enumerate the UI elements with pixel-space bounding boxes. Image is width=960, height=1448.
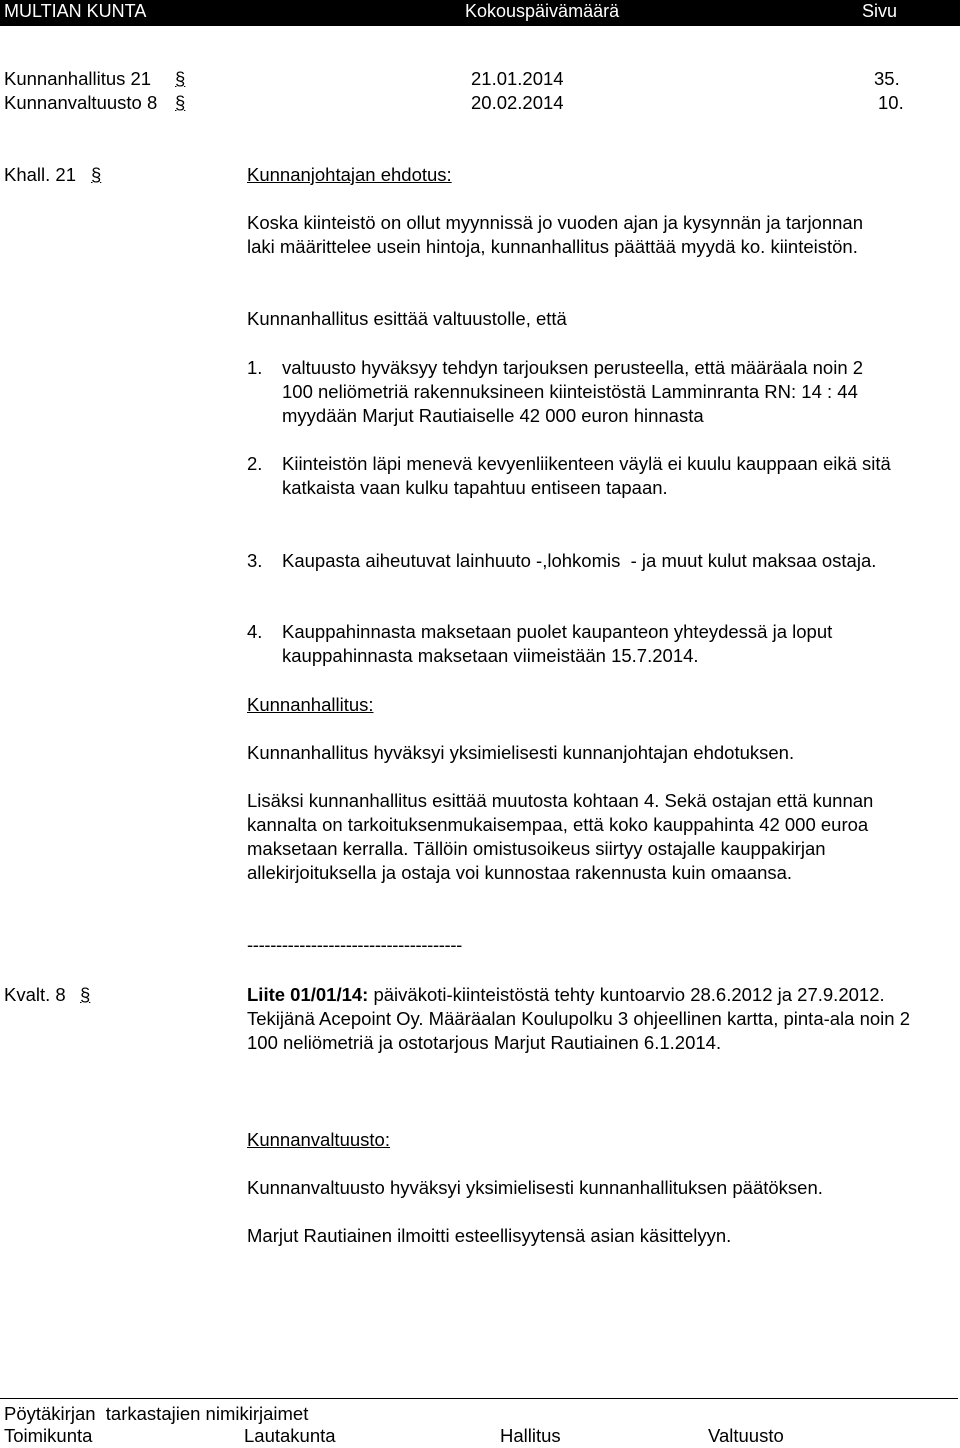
khall-decision: Kunnanhallitus hyväksyi yksimielisesti kunnanjohtajan ehdotuksen. (247, 742, 795, 763)
attachment-paragraph (247, 983, 912, 1055)
item-text: Kaupasta aiheutuvat lainhuuto -,lohkomis - ja muut kulut maksaa ostaja. (282, 550, 877, 571)
item-number: 1. (247, 357, 263, 378)
section-mark: § (91, 164, 102, 185)
section-divider: ------------------------------------- (247, 934, 462, 955)
section-mark: § (175, 68, 186, 89)
section-mark: § (80, 984, 91, 1005)
proposal-item (247, 620, 887, 668)
page-label: Sivu (862, 1, 898, 21)
kvalt-heading: Kunnanvaltuusto: (247, 1129, 390, 1150)
reference-kvalt: Kunnanvaltuusto 8 (4, 92, 158, 113)
item-number: 4. (247, 621, 263, 642)
footer-col-hallitus: Hallitus (500, 1425, 561, 1446)
item-text: Kauppahinnasta maksetaan puolet kaupanteon yhteydessä ja loput kauppahinnasta maksetaan viimeistään 15.7.2014. (282, 621, 833, 666)
kvalt-note: Marjut Rautiainen ilmoitti esteellisyytensä asian käsittelyyn. (247, 1225, 732, 1246)
reference-kvalt-page: 10. (878, 92, 904, 113)
footer-rule (0, 1398, 958, 1399)
footer-col-lautakunta: Lautakunta (244, 1425, 336, 1446)
header-banner (0, 0, 960, 26)
item-text: Kiinteistön läpi menevä kevyenliikenteen väylä ei kuulu kauppaan eikä sitä katkaista vaan kulku tapahtuu entiseen tapaan. (282, 453, 891, 498)
meeting-date-label: Kokouspäivämäärä (465, 1, 620, 21)
kvalt-label: Kvalt. 8 (4, 984, 66, 1005)
khall-addition: Lisäksi kunnanhallitus esittää muutosta kohtaan 4. Sekä ostajan että kunnan kannalta on tarkoituksenmukaisempaa, että koko kauppahinta 42 000 euroa maksetaan kerralla. Tällöin omistusoikeus siirtyy ostajalle kauppakirjan allekirjoituksella ja ostaja voi kunnostaa rakennusta kuin omaansa. (247, 790, 874, 883)
attachment-label: Liite 01/01/14: (247, 984, 369, 1005)
reference-khall: Kunnanhallitus 21 (4, 68, 152, 89)
khall-label: Khall. 21 (4, 164, 76, 185)
item-text: valtuusto hyväksyy tehdyn tarjouksen perusteella, että määräala noin 2 100 neliömetriä rakennuksineen kiinteistöstä Lamminranta RN: 14 : 44 myydään Marjut Rautiaiselle 42 000 euron hinnasta (282, 357, 864, 426)
footer-col-valtuusto: Valtuusto (708, 1425, 784, 1446)
org-name: MULTIAN KUNTA (4, 1, 147, 21)
proposal-heading: Kunnanjohtajan ehdotus: (247, 164, 452, 185)
footer-col-toimikunta: Toimikunta (4, 1425, 93, 1446)
reference-kvalt-date: 20.02.2014 (471, 92, 564, 113)
kvalt-decision: Kunnanvaltuusto hyväksyi yksimielisesti kunnanhallituksen päätöksen. (247, 1177, 823, 1198)
section-mark: § (175, 92, 186, 113)
attachment-text: päiväkoti-kiinteistöstä tehty kuntoarvio 28.6.2012 ja 27.9.2012. Tekijänä Acepoint Oy. Määräalan Koulupolku 3 ohjeellinen kartta, pinta-ala noin 2 100 neliömetriä ja ostotarjous Marjut Rautiainen 6.1.2014. (247, 984, 911, 1053)
proposal-lead: Kunnanhallitus esittää valtuustolle, että (247, 308, 567, 329)
khall-decision-heading: Kunnanhallitus: (247, 694, 374, 715)
proposal-intro: Koska kiinteistö on ollut myynnissä jo vuoden ajan ja kysynnän ja tarjonnan laki määrittelee usein hintoja, kunnanhallitus päättää myydä ko. kiinteistön. (247, 212, 864, 257)
item-number: 2. (247, 453, 263, 474)
reference-khall-date: 21.01.2014 (471, 68, 564, 89)
proposal-item (247, 356, 897, 428)
reference-khall-page: 35. (874, 68, 900, 89)
footer-title: Pöytäkirjan tarkastajien nimikirjaimet (4, 1403, 309, 1424)
item-number: 3. (247, 550, 263, 571)
proposal-item (247, 549, 960, 573)
proposal-item (247, 452, 907, 500)
